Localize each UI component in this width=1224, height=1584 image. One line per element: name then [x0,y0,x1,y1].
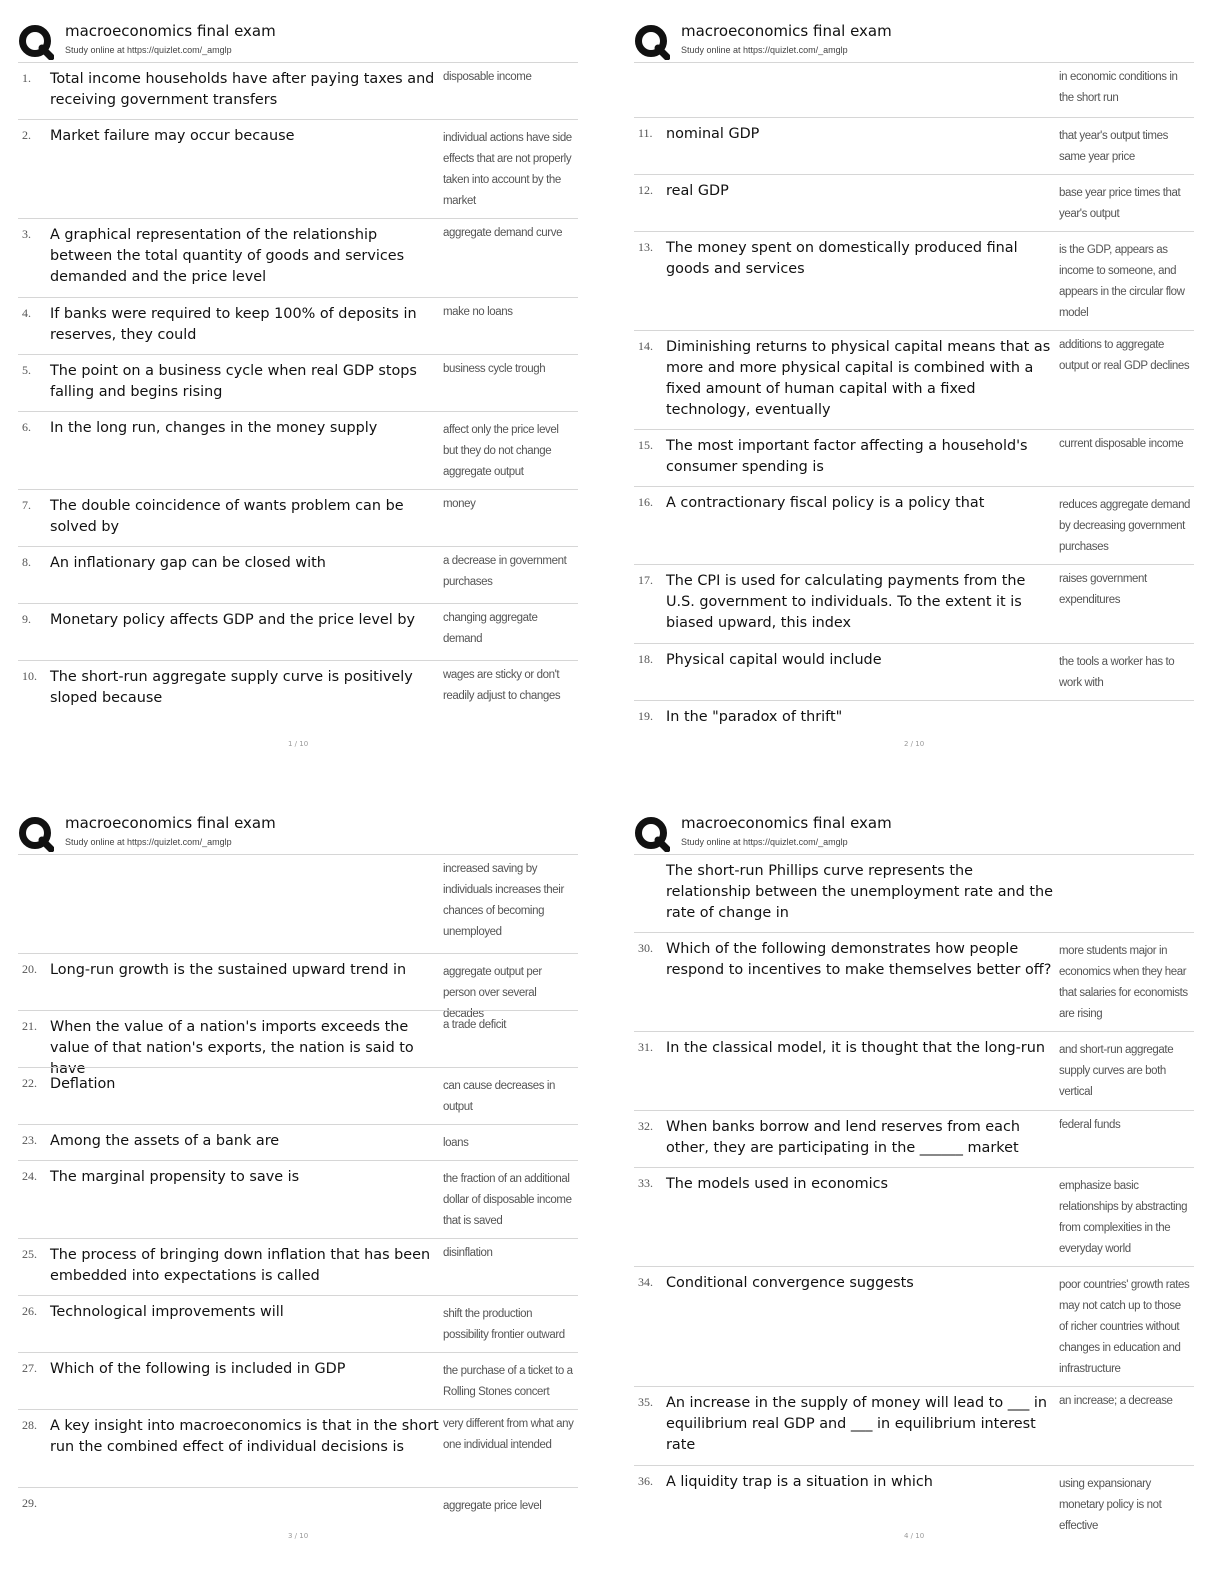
flashcard-list [634,854,1194,1532]
study-link[interactable]: Study online at https://quizlet.com/_amglp [681,45,848,55]
card-term: A key insight into macroeconomics is that in the short run the combined effect of individual decisions is [50,1418,439,1455]
card-definition: in economic conditions in the short run [1059,71,1178,104]
card-definition: more students major in economics when they hear that salaries for economists are rising [1059,945,1188,1020]
card-definition: and short-run aggregate supply curves are both vertical [1059,1044,1174,1098]
card-term: The process of bringing down inflation that has been embedded into expectations is called [50,1247,431,1284]
flashcard-row [18,546,578,603]
card-term: Total income households have after paying taxes and receiving government transfers [50,71,435,108]
flashcard-list [634,62,1194,740]
flashcard-row [18,660,578,720]
card-number: 28. [22,1418,37,1432]
card-definition: the tools a worker has to work with [1059,656,1175,689]
page-number: 3 / 10 [288,1532,309,1540]
document-title: macroeconomics final exam [681,22,892,40]
card-definition: current disposable income [1059,438,1184,450]
card-term: In the "paradox of thrift" [666,709,843,725]
card-term: When banks borrow and lend reserves from each other, they are participating in the ______ market [666,1119,1020,1156]
card-number: 9. [22,612,31,626]
flashcard-row [18,854,578,953]
card-term: nominal GDP [666,126,760,142]
card-number: 12. [638,183,653,197]
card-number: 13. [638,240,653,254]
flashcard-row [18,119,578,218]
page-number: 4 / 10 [904,1532,925,1540]
page-number: 1 / 10 [288,740,309,748]
card-definition: a trade deficit [443,1019,507,1031]
card-definition: federal funds [1059,1119,1121,1131]
card-definition: poor countries' growth rates may not catch up to those of richer countries without changes in education and infrastructure [1059,1279,1190,1375]
card-number: 14. [638,339,653,353]
card-number: 10. [22,669,37,683]
flashcard-row [634,700,1194,740]
flashcard-row [634,117,1194,174]
flashcard-row [18,489,578,546]
study-link[interactable]: Study online at https://quizlet.com/_amglp [65,837,232,847]
card-number: 15. [638,438,653,452]
card-definition: shift the production possibility frontier outward [443,1308,565,1341]
flashcard-row [634,174,1194,231]
card-number: 27. [22,1361,37,1375]
card-number: 31. [638,1040,653,1054]
card-definition: disposable income [443,71,532,83]
card-number: 21. [22,1019,37,1033]
card-term: A contractionary fiscal policy is a policy that [666,495,985,511]
card-definition: the fraction of an additional dollar of disposable income that is saved [443,1173,572,1227]
card-term: The marginal propensity to save is [50,1169,300,1185]
flashcard-row [634,1110,1194,1167]
card-term: Market failure may occur because [50,128,295,144]
card-term: A graphical representation of the relationship between the total quantity of goods and services demanded and the price level [50,227,405,285]
card-definition: that year's output times same year price [1059,130,1168,163]
card-term: Which of the following is included in GDP [50,1361,346,1377]
flashcard-row [634,1266,1194,1386]
card-term: Long-run growth is the sustained upward trend in [50,962,407,978]
card-term: A liquidity trap is a situation in which [666,1474,933,1490]
card-term: Conditional convergence suggests [666,1275,914,1291]
flashcard-row [634,1465,1194,1532]
card-term: real GDP [666,183,729,199]
card-definition: reduces aggregate demand by decreasing government purchases [1059,499,1191,553]
document-title: macroeconomics final exam [65,22,276,40]
quizlet-logo-icon [18,24,54,60]
card-term: An inflationary gap can be closed with [50,555,326,571]
flashcard-row [18,1010,578,1077]
document-title: macroeconomics final exam [65,814,276,832]
document-page-1 [18,22,598,782]
flashcard-row [18,1352,578,1409]
study-link[interactable]: Study online at https://quizlet.com/_amglp [65,45,232,55]
card-definition: a decrease in government purchases [443,555,567,588]
card-definition: raises government expenditures [1059,573,1147,606]
document-title: macroeconomics final exam [681,814,892,832]
quizlet-logo-icon [634,816,670,852]
card-term: In the classical model, it is thought that the long-run [666,1040,1045,1056]
page-header [634,22,1194,62]
page-header [634,814,1194,854]
card-definition: money [443,498,476,510]
flashcard-row [18,411,578,489]
card-number: 30. [638,941,653,955]
flashcard-row [18,1295,578,1352]
quizlet-logo-icon [18,816,54,852]
card-term: An increase in the supply of money will lead to ___ in equilibrium real GDP and ___ in equilibrium interest rate [666,1395,1047,1453]
card-definition: wages are sticky or don't readily adjust to changes [443,669,561,702]
card-number: 22. [22,1076,37,1090]
flashcard-row [634,1167,1194,1266]
flashcard-row [18,62,578,119]
flashcard-row [634,932,1194,1031]
card-term: The point on a business cycle when real GDP stops falling and begins rising [50,363,417,400]
card-term: Which of the following demonstrates how people respond to incentives to make themselves better off? [666,941,1052,978]
card-number: 33. [638,1176,653,1190]
flashcard-row [18,354,578,411]
card-number: 16. [638,495,653,509]
card-term: The CPI is used for calculating payments from the U.S. government to individuals. To the extent it is biased upward, this index [666,573,1026,631]
page-number: 2 / 10 [904,740,925,748]
card-term: Technological improvements will [50,1304,284,1320]
document-page-4 [634,814,1214,1574]
flashcard-row [634,564,1194,643]
card-number: 34. [638,1275,653,1289]
card-number: 29. [22,1496,37,1510]
card-term: The short-run aggregate supply curve is positively sloped because [50,669,413,706]
flashcard-row [634,1386,1194,1465]
flashcard-row [634,231,1194,330]
flashcard-row [18,603,578,660]
card-number: 8. [22,555,31,569]
flashcard-row [18,1487,578,1527]
card-definition: emphasize basic relationships by abstracting from complexities in the everyday world [1059,1180,1188,1255]
card-term: The models used in economics [666,1176,889,1192]
flashcard-row [634,643,1194,700]
flashcard-row [634,62,1194,117]
card-number: 26. [22,1304,37,1318]
card-number: 5. [22,363,31,377]
card-definition: is the GDP, appears as income to someone, and appears in the circular flow model [1059,244,1185,319]
card-definition: individual actions have side effects that are not properly taken into account by the market [443,132,572,207]
flashcard-row [634,330,1194,429]
card-definition: very different from what any one individual intended [443,1418,574,1451]
card-term: Physical capital would include [666,652,882,668]
card-definition: increased saving by individuals increases their chances of becoming unemployed [443,863,564,938]
card-number: 17. [638,573,653,587]
card-definition: disinflation [443,1247,493,1259]
card-term: Diminishing returns to physical capital means that as more and more physical capital is combined with a fixed amount of human capital with a fixed technology, eventually [666,339,1051,418]
card-definition: loans [443,1137,469,1149]
card-number: 23. [22,1133,37,1147]
flashcard-row [18,953,578,1020]
quizlet-logo-icon [634,24,670,60]
card-term: The double coincidence of wants problem can be solved by [50,498,404,535]
flashcard-row [18,218,578,297]
card-definition: changing aggregate demand [443,612,538,645]
card-number: 18. [638,652,653,666]
flashcard-list [18,854,578,1527]
flashcard-row [18,1067,578,1124]
flashcard-row [634,486,1194,564]
card-definition: using expansionary monetary policy is not effective [1059,1478,1162,1532]
card-term: The money spent on domestically produced final goods and services [666,240,1018,277]
card-term: The most important factor affecting a household's consumer spending is [666,438,1028,475]
card-number: 3. [22,227,31,241]
card-term: The short-run Phillips curve represents the relationship between the unemployment rate and the rate of change in [666,863,1054,921]
document-page-3 [18,814,598,1574]
card-number: 1. [22,71,31,85]
card-number: 19. [638,709,653,723]
page-header [18,22,578,62]
flashcard-row [634,429,1194,486]
card-definition: business cycle trough [443,363,546,375]
card-definition: aggregate demand curve [443,227,563,239]
flashcard-row [18,1160,578,1238]
card-definition: make no loans [443,306,513,318]
card-number: 11. [638,126,653,140]
card-number: 4. [22,306,31,320]
card-number: 35. [638,1395,653,1409]
card-term: If banks were required to keep 100% of deposits in reserves, they could [50,306,417,343]
card-definition: an increase; a decrease [1059,1395,1173,1407]
card-number: 24. [22,1169,37,1183]
card-definition: affect only the price level but they do not change aggregate output [443,424,559,478]
card-number: 32. [638,1119,653,1133]
card-definition: aggregate output per person over several decades [443,966,542,1020]
card-term: Deflation [50,1076,116,1092]
document-page-2 [634,22,1214,782]
flashcard-row [18,1238,578,1295]
card-definition: aggregate price level [443,1500,542,1512]
card-term: When the value of a nation's imports exceeds the value of that nation's exports, the nation is said to have [50,1019,414,1077]
card-term: In the long run, changes in the money supply [50,420,378,436]
flashcard-row [634,1031,1194,1110]
card-number: 20. [22,962,37,976]
flashcard-row [634,854,1194,932]
flashcard-row [18,297,578,354]
card-definition: additions to aggregate output or real GDP declines [1059,339,1190,372]
card-number: 25. [22,1247,37,1261]
card-definition: the purchase of a ticket to a Rolling Stones concert [443,1365,573,1398]
flashcard-row [18,1409,578,1487]
card-term: Monetary policy affects GDP and the price level by [50,612,415,628]
card-definition: base year price times that year's output [1059,187,1181,220]
card-term: Among the assets of a bank are [50,1133,280,1149]
flashcard-list [18,62,578,720]
card-number: 2. [22,128,31,142]
card-number: 7. [22,498,31,512]
card-definition: can cause decreases in output [443,1080,556,1113]
flashcard-row [18,1124,578,1160]
page-header [18,814,578,854]
card-number: 6. [22,420,31,434]
card-number: 36. [638,1474,653,1488]
study-link[interactable]: Study online at https://quizlet.com/_amglp [681,837,848,847]
